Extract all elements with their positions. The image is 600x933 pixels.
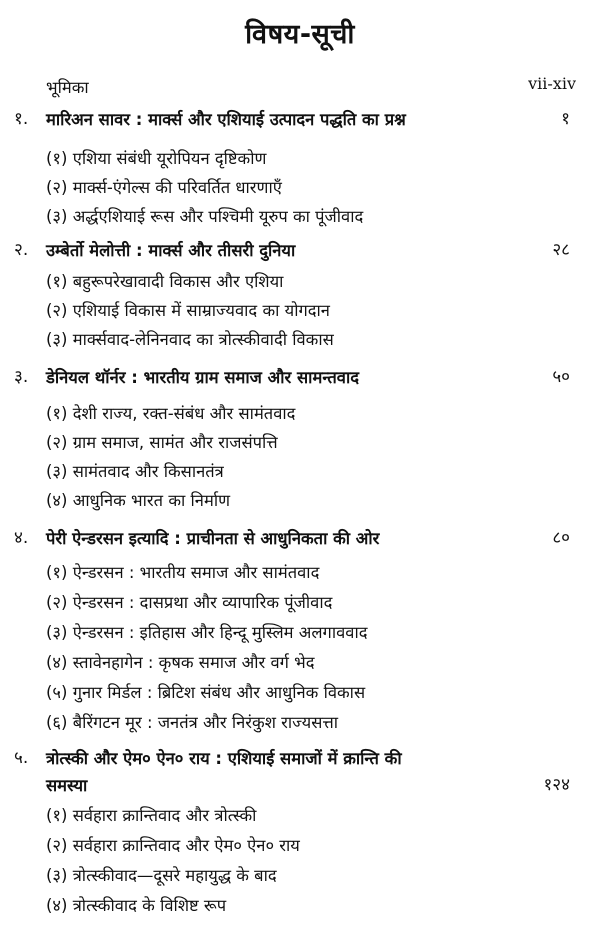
chapter-page: ५० (552, 367, 570, 387)
chapter-title: मारिअन सावर : मार्क्स और एशियाई उत्पादन पद्धति का प्रश्न (46, 110, 406, 129)
toc-subsection (0, 324, 600, 354)
chapter-title: उम्बेर्तो मेलोत्ती : मार्क्स और तीसरी दुनिया (46, 241, 296, 260)
chapter-page: २८ (552, 240, 570, 260)
toc-chapter-5 (0, 743, 600, 773)
subsection-title: (१) सर्वहारा क्रान्तिवाद और त्रोत्स्की (46, 806, 257, 825)
toc-subsection (0, 427, 600, 457)
toc-subsection (0, 647, 600, 677)
subsection-title: (१) देशी राज्य, रक्त-संबंध और सामंतवाद (46, 404, 296, 423)
chapter-page: १२४ (543, 775, 570, 795)
toc-subsection (0, 456, 600, 486)
toc-subsection (0, 800, 600, 830)
chapter-number: १. (14, 109, 29, 129)
toc-subsection (0, 617, 600, 647)
subsection-title: (२) मार्क्स-एंगेल्स की परिवर्तित धारणाएँ (46, 178, 282, 197)
toc-subsection (0, 266, 600, 296)
chapter-number: २. (14, 240, 29, 260)
subsection-title: (२) एशियाई विकास में साम्राज्यवाद का योगदान (46, 301, 330, 320)
chapter-title: त्रोत्स्की और ऐम० ऐन० राय : एशियाई समाजों में क्रान्ति की (46, 749, 402, 768)
subsection-title: (२) ऐन्डरसन : दासप्रथा और व्यापारिक पूंजीवाद (46, 593, 333, 612)
subsection-title: (२) सर्वहारा क्रान्तिवाद और ऐम० ऐन० राय (46, 836, 300, 855)
subsection-title: (२) ग्राम समाज, सामंत और राजसंपत्ति (46, 433, 278, 452)
chapter-page: १ (561, 109, 570, 129)
page-title: विषय-सूची (245, 19, 355, 50)
toc-subsection (0, 860, 600, 890)
toc-chapter-2 (0, 235, 600, 265)
toc-subsection (0, 398, 600, 428)
chapter-title-continued: समस्या (46, 776, 88, 795)
subsection-title: (४) स्तावेनहागेन : कृषक समाज और वर्ग भेद (46, 653, 315, 672)
toc-subsection (0, 201, 600, 231)
toc-subsection (0, 143, 600, 173)
toc-chapter-5-cont (0, 770, 600, 800)
chapter-title: पेरी ऐन्डरसन इत्यादि : प्राचीनता से आधुनिकता की ओर (46, 529, 380, 548)
subsection-title: (१) एशिया संबंधी यूरोपियन दृष्टिकोण (46, 149, 267, 168)
chapter-number: ५. (14, 748, 29, 768)
chapter-number: ३. (14, 367, 29, 387)
subsection-title: (४) आधुनिक भारत का निर्माण (46, 491, 231, 510)
toc-subsection (0, 587, 600, 617)
subsection-title: (५) गुनार मिर्डल : ब्रिटिश संबंध और आधुनिक विकास (46, 683, 366, 702)
subsection-title: (३) अर्द्धएशियाई रूस और पश्चिमी यूरुप का पूंजीवाद (46, 207, 364, 226)
toc-subsection (0, 830, 600, 860)
toc-chapter-3 (0, 362, 600, 392)
toc-subsection (0, 707, 600, 737)
toc-subsection (0, 172, 600, 202)
subsection-title: (३) ऐन्डरसन : इतिहास और हिन्दू मुस्लिम अलगाववाद (46, 623, 368, 642)
subsection-title: (३) मार्क्सवाद-लेनिनवाद का त्रोत्स्कीवादी विकास (46, 330, 334, 349)
subsection-title: (३) त्रोत्स्कीवाद—दूसरे महायुद्ध के बाद (46, 866, 277, 885)
toc-subsection (0, 295, 600, 325)
chapter-page: ८० (552, 528, 570, 548)
subsection-title: (१) ऐन्डरसन : भारतीय समाज और सामंतवाद (46, 563, 320, 582)
chapter-title: डेनियल थॉर्नर : भारतीय ग्राम समाज और सामन्तवाद (46, 368, 360, 387)
toc-intro-row (0, 72, 600, 102)
intro-page: vii-xiv (528, 74, 576, 93)
subsection-title: (६) बैरिंगटन मूर : जनतंत्र और निरंकुश राज्यसत्ता (46, 713, 339, 732)
intro-label: भूमिका (46, 78, 89, 97)
toc-chapter-4 (0, 523, 600, 553)
subsection-title: (३) सामंतवाद और किसानतंत्र (46, 462, 224, 481)
toc-subsection (0, 485, 600, 515)
subsection-title: (४) त्रोत्स्कीवाद के विशिष्ट रूप (46, 896, 227, 915)
toc-subsection (0, 677, 600, 707)
subsection-title: (१) बहुरूपरेखावादी विकास और एशिया (46, 272, 284, 291)
toc-chapter-1 (0, 104, 600, 134)
chapter-number: ४. (14, 528, 29, 548)
toc-subsection (0, 557, 600, 587)
toc-subsection (0, 890, 600, 920)
